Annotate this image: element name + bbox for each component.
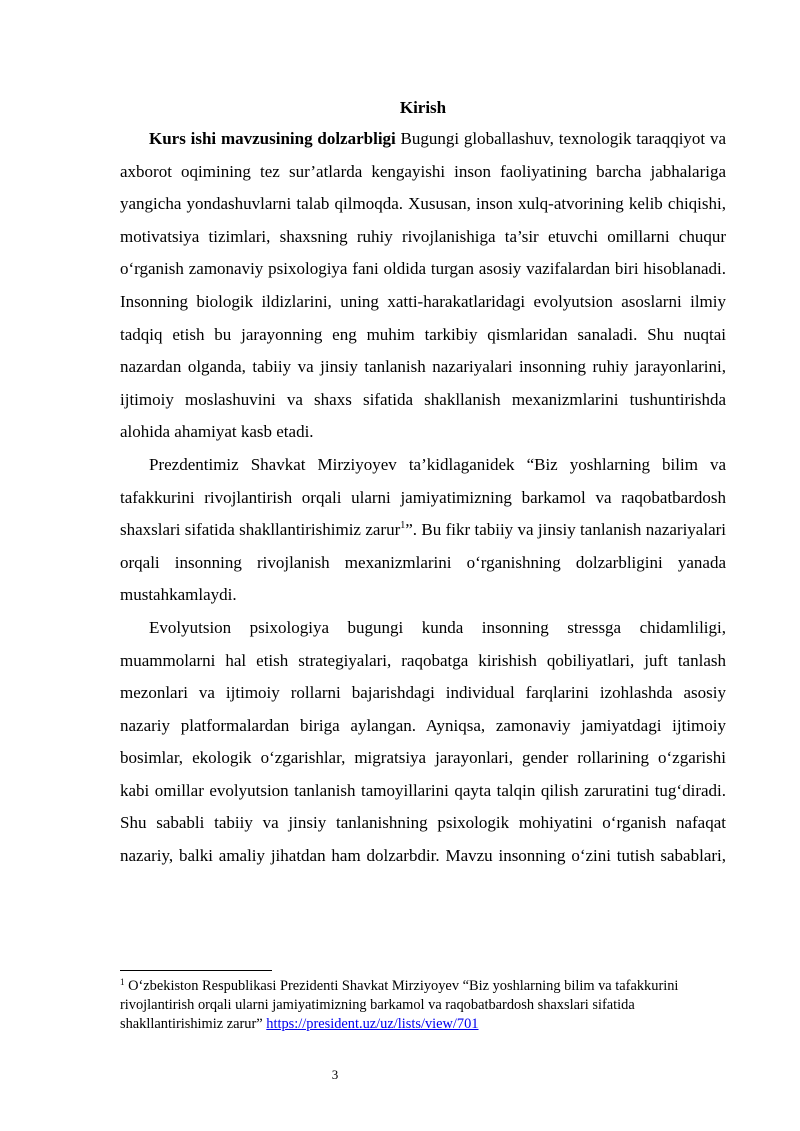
footnote-marker: 1 <box>120 977 125 987</box>
paragraph-text: Evolyutsion psixologiya bugungi kunda insonning stressga chidamliligi, muammolarni hal etish strategiyalari, raqobatga kirishish qobiliyatlari, juft tanlash mezonlari va ijtimoiy rollarni bajarishdagi individual farqlarini izohlashda asosiy nazariy platformalardan biriga aylangan. Ayniqsa, zamonaviy jamiyatdagi ijtimoiy bosimlar, ekologik o‘zgarishlar, migratsiya jarayonlari, gender rollarining o‘zgarishi kabi omillar evolyutsion tanlanish tamoyillarini qayta talqin qilish zaruratini tug‘diradi. Shu sababli tabiiy va jinsiy tanlanishning psixologik mohiyatini o‘rganish nafaqat nazariy, balki amaliy jihatdan ham dolzarbdir. Mavzu insonning o‘zini tutish sabablari, <box>120 617 726 866</box>
footnote-reference: 1 <box>400 520 406 532</box>
paragraph-text: ”. Bu fikr tabiiy va jinsiy tanlanish nazariyalari orqali insonning rivojlanish mexanizmlarini o‘rganishning dolzarbligini yanada mustahkamlaydi. <box>120 520 726 605</box>
body-text <box>120 123 726 873</box>
footnote-link[interactable]: https://president.uz/uz/lists/view/701 <box>266 1016 479 1032</box>
section-heading: Kirish <box>399 98 447 117</box>
paragraph-text: Bugungi globallashuv, texnologik taraqqiyot va axborot oqimining tez sur’atlarda kengayishi inson faoliyatining barcha jabhalariga yangicha yondashuvlarni talab qilmoqda. Xususan, inson xulq-atvorining kelib chiqishi, motivatsiya tizimlari, shaxsning ruhiy rivojlanishiga ta’sir etuvchi omillarni chuqur o‘rganish zamonaviy psixologiya fani oldida turgan asosiy vazifalardan biri hisoblanadi. Insonning biologik ildizlarini, uning xatti-harakatlaridagi evolyutsion asoslarni ilmiy tadqiq etish bu jarayonning eng muhim tarkibiy qismlaridan sanaladi. Shu nuqtai nazardan olganda, tabiiy va jinsiy tanlanish nazariyalari insonning ruhiy jarayonlarini, ijtimoiy moslashuvini va shaxs sifatida shakllanish mexanizmlarini tushuntirishda alohida ahamiyat kasb etadi. <box>120 129 726 442</box>
paragraph-relevance <box>120 123 726 449</box>
paragraph-evolutionary-psychology <box>120 612 726 873</box>
paragraph-text: Prezdentimiz Shavkat Mirziyoyev ta’kidlaganidek “Biz yoshlarning bilim va tafakkurini rivojlantirish orqali ularni jamiyatimizning barkamol va raqobatbardosh shaxslari sifatida shakllantirishimiz zarur <box>120 454 726 540</box>
page-number: 3 <box>331 1067 339 1082</box>
footnote <box>120 977 726 1034</box>
paragraph-lead: Kurs ishi mavzusining dolzarbligi <box>149 129 396 148</box>
paragraph-president-quote <box>120 449 726 612</box>
footnote-separator <box>120 970 272 971</box>
footnote-text: O‘zbekiston Respublikasi Prezidenti Shavkat Mirziyoyev “Biz yoshlarning bilim va tafakkurini rivojlantirish orqali ularni jamiyatimizning barkamol va raqobatbardosh shaxslari sifatida shakllantirishimiz zarur” <box>120 978 679 1032</box>
